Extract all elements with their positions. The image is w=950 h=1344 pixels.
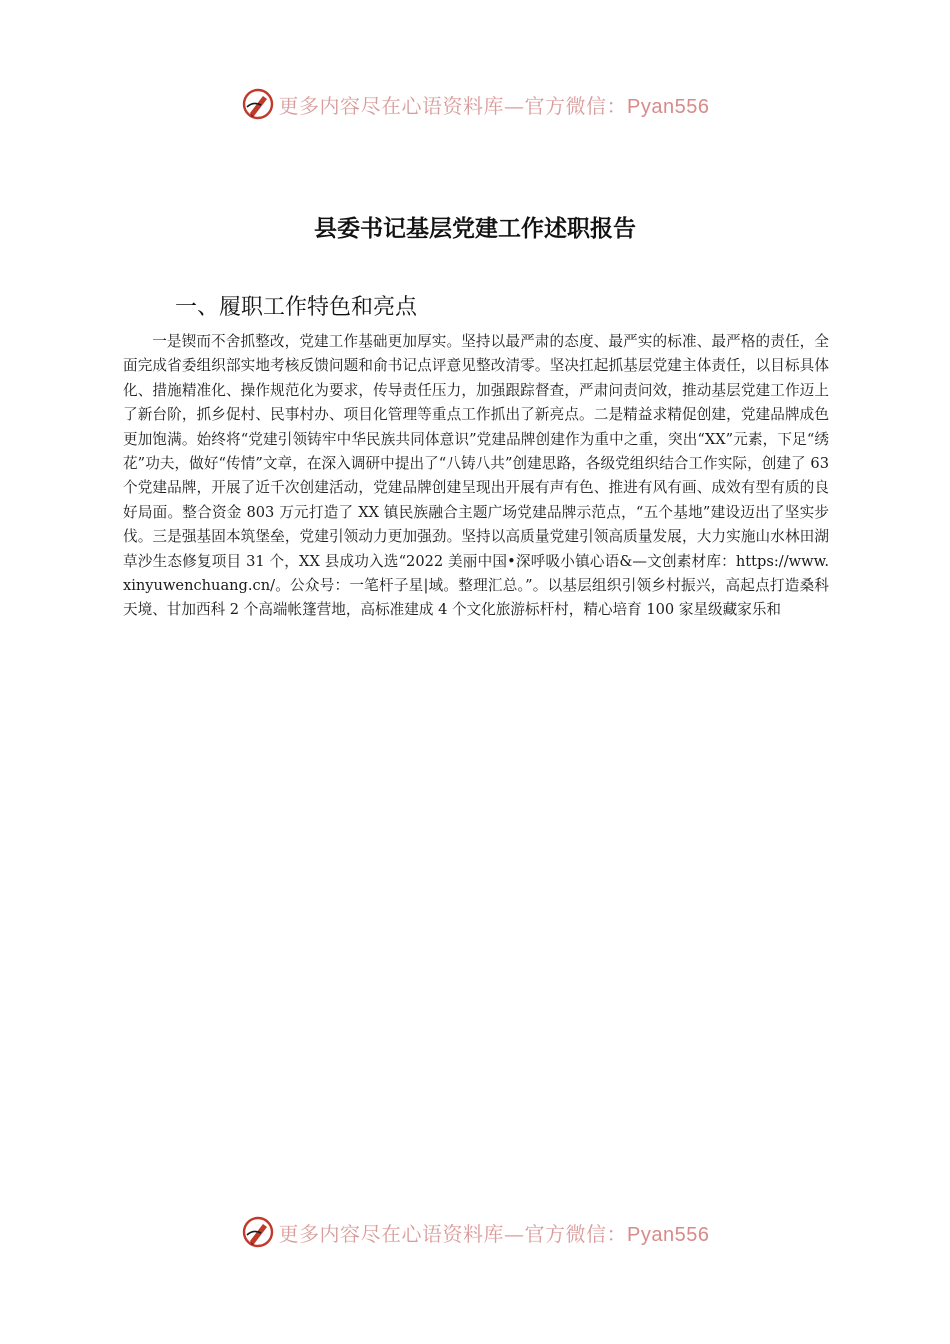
body-paragraph: 一是锲而不舍抓整改，党建工作基础更加厚实。坚持以最严肃的态度、最严实的标准、最严格的责任，全面完成省委组织部实地考核反馈问题和俞书记点评意见整改清零。坚决扛起抓基层党建主体责任，以目标具体化、措施精准化、操作规范化为要求，传导责任压力，加强跟踪督查，严肃问责问效，推动基层党建工作迈上了新台阶，抓乡促村、民事村办、项目化管理等重点工作抓出了新亮点。二是精益求精促创建，党建品牌成色更加饱满。始终将“党建引领铸牢中华民族共同体意识”党建品牌创建作为重中之重，突出“XX”元素，下足“绣花”功夫，做好“传情”文章，在深入调研中提出了“八铸八共”创建思路，各级党组织结合工作实际，创建了 63 个党建品牌，开展了近千次创建活动，党建品牌创建呈现出开展有声有色、推进有风有画、成效有型有质的良好局面。整合资金 803 万元打造了 XX 镇民族融合主题广场党建品牌示范点，“五个基地”建设迈出了坚实步伐。三是强基固本筑堡垒，党建引领动力更加强劲。坚持以高质量党建引领高质量发展，大力实施山水林田湖草沙生态修复项目 31 个，XX 县成功入选“2022 美丽中国•深呼吸小镇心语&—文创素材库：https://www.xinyuwenchuang.cn/。公众号：一笔杆子星|域。整理汇总。”。以基层组织引领乡村振兴，高起点打造桑科天境、甘加西科 2 个高端帐篷营地，高标准建成 4 个文化旅游标杆村，精心培育 100 家星级藏家乐和: [123, 333, 829, 619]
footer-banner-text: [279, 1218, 710, 1247]
header-banner-text: [279, 90, 710, 119]
header-banner-label: 更多内容尽在心语资料库—官方微信：: [278, 93, 628, 118]
document-title: 县委书记基层党建工作述职报告: [314, 215, 636, 242]
header-banner: [0, 82, 950, 126]
footer-banner-wechat: Pyan556: [627, 1223, 710, 1246]
footer-banner-label: 更多内容尽在心语资料库—官方微信：: [278, 1221, 628, 1246]
header-banner-wechat: Pyan556: [627, 95, 710, 118]
footer-banner: [0, 1210, 950, 1254]
section-heading: 一、履职工作特色和亮点: [175, 295, 418, 320]
pen-nib-logo-icon: [241, 87, 275, 121]
pen-nib-logo-icon: [241, 1215, 275, 1249]
